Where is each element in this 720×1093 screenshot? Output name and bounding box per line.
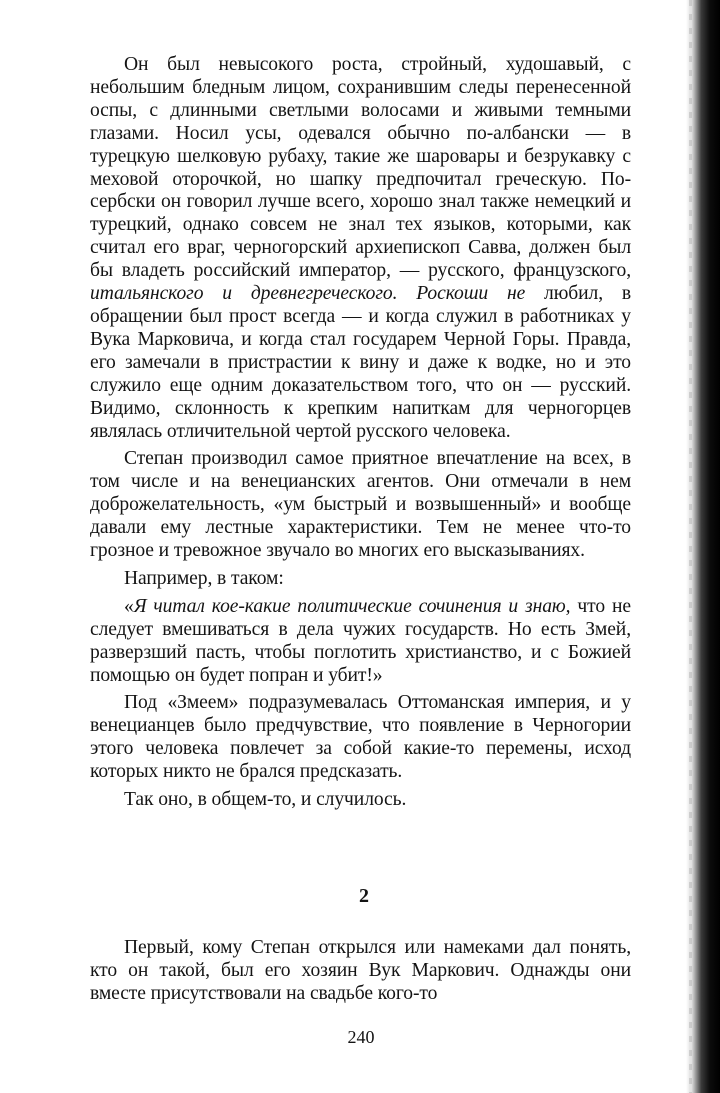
page-number-text: 240 <box>347 1027 375 1047</box>
paragraph-2 <box>90 448 631 563</box>
paragraph-5 <box>90 692 631 784</box>
chapter-number-text: 2 <box>359 885 369 907</box>
paragraph-4-quote <box>90 596 631 688</box>
paragraph-4-part-3: что не следует вмешиваться в дела чужих государств. Но есть Змей, разверзший пасть, чтобы поглотить христианство, и с Божией помощью он будет попран и убит!» <box>90 595 631 686</box>
paragraph-1-part-1: Он был невысокого роста, стройный, худошавый, с небольшим бледным лицом, сохранившим следы перенесенной оспы, с длинными светлыми волосами и живыми темными глазами. Носил усы, одевался обычно по-албански — в турецкую шелковую рубаху, такие же шаровары и безрукавку с меховой оторочкой, но шапку предпочитал греческую. По-сербски он говорил лучше всего, хорошо знал также немецкий и турецкий, однако совсем не знал тех языков, которыми, как считал его враг, черногорский архиепископ Савва, должен был бы владеть российский император, — русского, французского, <box>90 54 631 282</box>
paragraph-6 <box>90 789 631 812</box>
chapter-number <box>0 884 720 908</box>
paragraph-2-part-1: Степан производил самое приятное впечатление на всех, в том числе и на венецианских агентов. Они отмечали в нем доброжелательность, «ум быстрый и возвышенный» и вообще давали ему лестные характеристики. Тем не менее что-то грозное и тревожное звучало во многих его высказываниях. <box>90 448 631 562</box>
section-two-text <box>90 937 631 1006</box>
paragraph-1-part-3: любил, в обращении был прост всегда — и когда служил в работниках у Вука Марковича, и когда стал государем Черной Горы. Правда, его замечали в пристрастии к вину и даже к водке, но и это служило еще одним доказательством того, что он — русский. Видимо, склонность к крепким напиткам для черногорцев являлась отличительной чертой русского человека. <box>90 283 632 442</box>
paragraph-6-part-1: Так оно, в общем-то, и случилось. <box>124 789 407 811</box>
paragraph-3-part-1: Например, в таком: <box>124 567 284 589</box>
paragraph-1-part-2-italic: итальянского и древнегреческого. Роскоши не <box>90 283 526 305</box>
paragraph-5-part-1: Под «Змеем» подразумевалась Оттоманская империя, и у венецианцев было предчувствие, что появление в Черногории этого человека повлечет за собой какие-то перемены, исход которых никто не брался предсказать. <box>90 692 631 783</box>
paragraph-4-part-2-italic: Я читал кое-какие политические сочинения и знаю, <box>133 595 571 617</box>
section-two-paragraph: Первый, кому Степан открылся или намеками дал понять, кто он такой, был его хозяин Вук Маркович. Однажды они вместе присутствовали на свадьбе кого-то <box>90 937 631 1004</box>
main-text <box>90 54 631 812</box>
scan-edge-texture <box>689 0 692 1093</box>
paragraph-1 <box>90 54 631 443</box>
page-number <box>0 1026 720 1048</box>
paragraph-3 <box>90 568 631 591</box>
paragraph-4-part-1: « <box>124 595 134 617</box>
